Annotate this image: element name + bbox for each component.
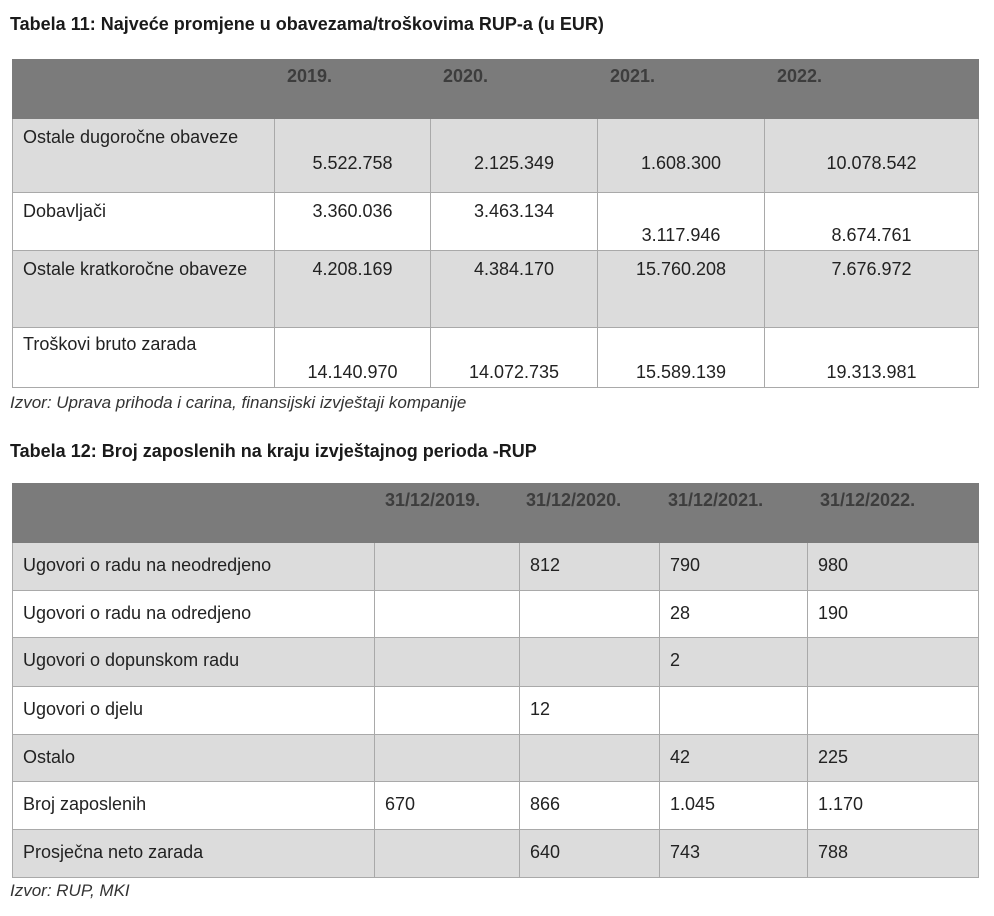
table-cell — [375, 638, 520, 687]
table-cell: 3.360.036 — [275, 193, 431, 251]
table-cell: 14.140.970 — [275, 328, 431, 388]
table-cell: 4.208.169 — [275, 251, 431, 328]
table-cell — [375, 735, 520, 782]
row-label: Ugovori o djelu — [13, 687, 375, 735]
table-cell: 743 — [660, 830, 808, 878]
row-label: Ugovori o dopunskom radu — [13, 638, 375, 687]
table-cell: 14.072.735 — [431, 328, 598, 388]
table-cell — [520, 735, 660, 782]
row-label: Prosječna neto zarada — [13, 830, 375, 878]
row-label: Ostalo — [13, 735, 375, 782]
table-row — [13, 591, 979, 638]
table-row — [13, 830, 979, 878]
table-row — [13, 638, 979, 687]
row-label: Ostale kratkoročne obaveze — [13, 251, 275, 328]
table11 — [12, 59, 979, 388]
table11-source: Izvor: Uprava prihoda i carina, finansijski izvještaji kompanije — [10, 393, 467, 412]
table-cell: 1.608.300 — [598, 119, 765, 193]
table-cell — [520, 591, 660, 638]
row-label: Ugovori o radu na neodredjeno — [13, 543, 375, 591]
table-cell: 12 — [520, 687, 660, 735]
table-row — [13, 328, 979, 388]
table-cell: 225 — [808, 735, 979, 782]
table12-header-2022: 31/12/2022. — [808, 484, 979, 543]
table12-header-row — [13, 484, 979, 543]
table-row — [13, 193, 979, 251]
table-cell: 3.117.946 — [598, 193, 765, 251]
table-row — [13, 251, 979, 328]
table-cell: 42 — [660, 735, 808, 782]
table-cell: 670 — [375, 782, 520, 830]
table-cell: 3.463.134 — [431, 193, 598, 251]
table11-header-2022: 2022. — [765, 60, 979, 119]
table11-title: Tabela 11: Najveće promjene u obavezama/troškovima RUP-a (u EUR) — [10, 14, 604, 34]
row-label: Dobavljači — [13, 193, 275, 251]
table11-header-empty — [13, 60, 275, 119]
table12-source: Izvor: RUP, MKI — [10, 881, 130, 900]
table-cell — [375, 687, 520, 735]
table-cell: 15.589.139 — [598, 328, 765, 388]
table11-header-2019: 2019. — [275, 60, 431, 119]
table-cell: 866 — [520, 782, 660, 830]
table12-header-empty — [13, 484, 375, 543]
row-label: Ostale dugoročne obaveze — [13, 119, 275, 193]
table-cell: 190 — [808, 591, 979, 638]
table11-header-2021: 2021. — [598, 60, 765, 119]
table-cell — [660, 687, 808, 735]
row-label: Broj zaposlenih — [13, 782, 375, 830]
table-cell — [808, 638, 979, 687]
table-row — [13, 782, 979, 830]
table12-header-2019: 31/12/2019. — [375, 484, 520, 543]
table-cell — [375, 591, 520, 638]
table-cell — [520, 638, 660, 687]
table-cell — [375, 830, 520, 878]
table12-title: Tabela 12: Broj zaposlenih na kraju izvještajnog perioda -RUP — [10, 441, 537, 461]
table-cell: 790 — [660, 543, 808, 591]
table-cell: 8.674.761 — [765, 193, 979, 251]
table11-header-row — [13, 60, 979, 119]
table-cell: 7.676.972 — [765, 251, 979, 328]
table12-header-2021: 31/12/2021. — [660, 484, 808, 543]
table-cell: 980 — [808, 543, 979, 591]
table-row — [13, 119, 979, 193]
table-cell: 2 — [660, 638, 808, 687]
table-cell: 812 — [520, 543, 660, 591]
table-cell: 5.522.758 — [275, 119, 431, 193]
row-label: Ugovori o radu na odredjeno — [13, 591, 375, 638]
table-cell: 10.078.542 — [765, 119, 979, 193]
table-cell — [808, 687, 979, 735]
table-cell: 28 — [660, 591, 808, 638]
table-cell: 4.384.170 — [431, 251, 598, 328]
table-cell: 1.170 — [808, 782, 979, 830]
row-label: Troškovi bruto zarada — [13, 328, 275, 388]
table11-header-2020: 2020. — [431, 60, 598, 119]
table-row — [13, 687, 979, 735]
table-row — [13, 735, 979, 782]
table-cell: 788 — [808, 830, 979, 878]
table12 — [12, 483, 979, 878]
table-cell: 19.313.981 — [765, 328, 979, 388]
table-row — [13, 543, 979, 591]
table-cell — [375, 543, 520, 591]
table-cell: 15.760.208 — [598, 251, 765, 328]
table12-header-2020: 31/12/2020. — [520, 484, 660, 543]
table-cell: 1.045 — [660, 782, 808, 830]
table-cell: 2.125.349 — [431, 119, 598, 193]
table-cell: 640 — [520, 830, 660, 878]
